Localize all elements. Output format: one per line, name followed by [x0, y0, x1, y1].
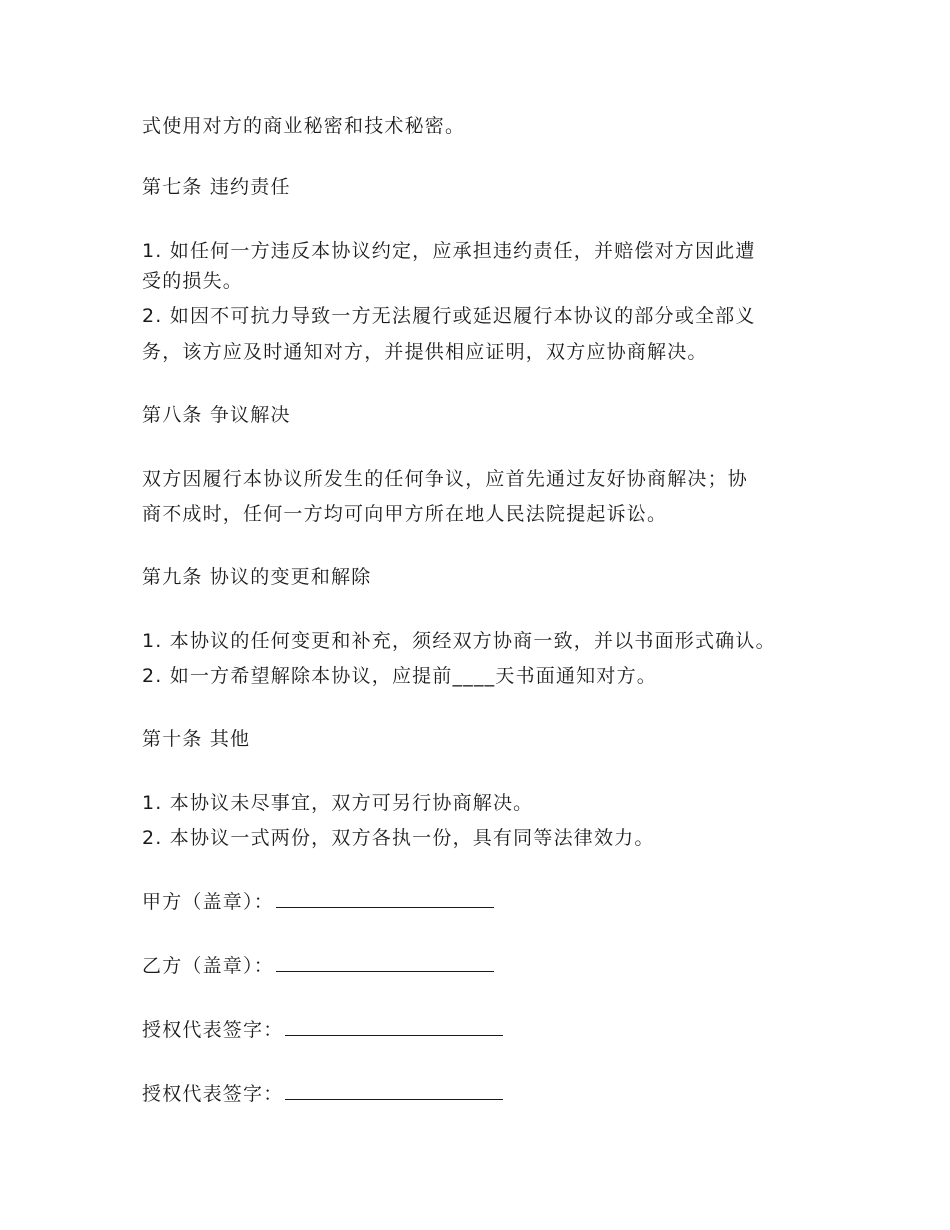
article-10-heading: 第十条 其他: [142, 728, 251, 750]
article-10-item-1: 1. 本协议未尽事宜，双方可另行协商解决。: [142, 792, 534, 814]
party-b-label: 乙方（盖章）：: [142, 955, 274, 977]
article-7-item-1-line-2: 受的损失。: [142, 270, 244, 292]
rep-2-label: 授权代表签字：: [142, 1083, 284, 1105]
article-8-heading: 第八条 争议解决: [142, 404, 291, 426]
rep-1-label: 授权代表签字：: [142, 1019, 284, 1041]
article-9-item-1: 1. 本协议的任何变更和补充，须经双方协商一致，并以书面形式确认。: [142, 630, 776, 652]
party-a-signature-row: [142, 888, 494, 916]
article-7-heading: 第七条 违约责任: [142, 176, 291, 198]
party-b-signature-blank: [276, 953, 494, 972]
rep-2-signature-blank: [285, 1081, 503, 1100]
article-8-para-line-2: 商不成时，任何一方均可向甲方所在地人民法院提起诉讼。: [142, 503, 668, 525]
article-10-item-2: 2. 本协议一式两份，双方各执一份，具有同等法律效力。: [142, 827, 655, 849]
rep-2-signature-row: [142, 1080, 503, 1108]
article-8-para-line-1: 双方因履行本协议所发生的任何争议，应首先通过友好协商解决；协: [142, 468, 749, 490]
article-9-item-2: 2. 如一方希望解除本协议，应提前____天书面通知对方。: [142, 665, 657, 687]
rep-1-signature-row: [142, 1016, 503, 1044]
party-a-label: 甲方（盖章）：: [142, 891, 274, 913]
article-7-item-1-line-1: 1. 如任何一方违反本协议约定，应承担违约责任，并赔偿对方因此遭: [142, 240, 756, 262]
article-7-item-2-line-2: 务，该方应及时通知对方，并提供相应证明，双方应协商解决。: [142, 341, 708, 363]
party-b-signature-row: [142, 952, 494, 980]
continuation-text: 式使用对方的商业秘密和技术秘密。: [142, 115, 466, 137]
rep-1-signature-blank: [285, 1017, 503, 1036]
article-9-heading: 第九条 协议的变更和解除: [142, 566, 372, 588]
article-7-item-2-line-1: 2. 如因不可抗力导致一方无法履行或延迟履行本协议的部分或全部义: [142, 305, 756, 327]
party-a-signature-blank: [276, 889, 494, 908]
